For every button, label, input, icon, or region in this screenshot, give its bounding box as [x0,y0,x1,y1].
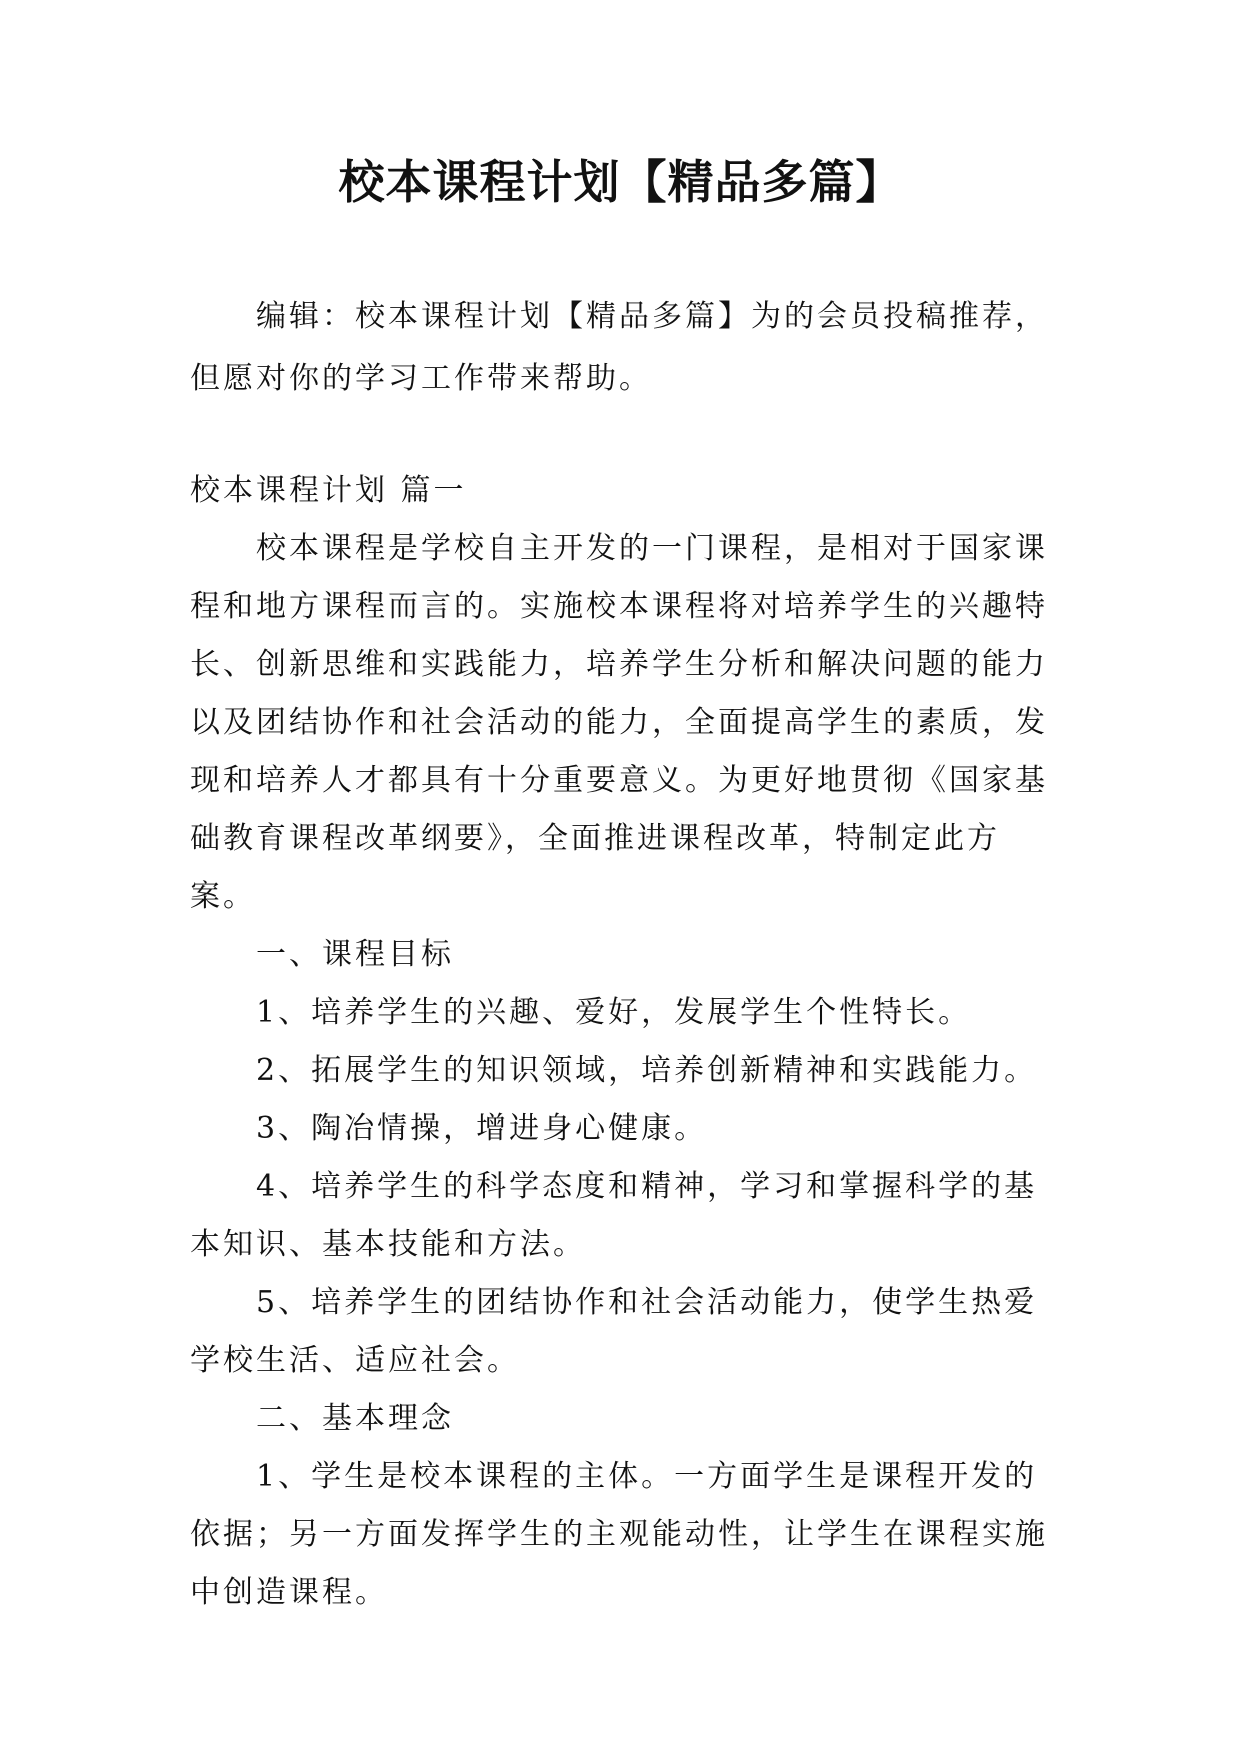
goal-item: 3、陶冶情操，增进身心健康。 [256,1111,708,1146]
document-title: 校本课程计划【精品多篇】 [338,155,903,209]
goal-item: 2、拓展学生的知识领域，培养创新精神和实践能力。 [256,1053,1038,1088]
section-heading: 校本课程计划 篇一 [190,473,467,508]
goal-item: 1、培养学生的兴趣、爱好，发展学生个性特长。 [256,995,972,1030]
goal-item: 5、培养学生的团结协作和社会活动能力，使学生热爱学校生活、适应社会。 [190,1285,1038,1378]
subheading-basic-concepts: 二、基本理念 [256,1401,454,1436]
document-body [190,462,1050,1622]
subheading-course-goals: 一、课程目标 [256,937,454,972]
intro-paragraph: 编辑：校本课程计划【精品多篇】为的会员投稿推荐，但愿对你的学习工作带来帮助。 [190,299,1048,396]
goal-item: 4、培养学生的科学态度和精神，学习和掌握科学的基本知识、基本技能和方法。 [190,1169,1038,1262]
concept-item: 1、学生是校本课程的主体。一方面学生是课程开发的依据；另一方面发挥学生的主观能动性，让学生在课程实施中创造课程。 [190,1459,1048,1610]
body-paragraph: 校本课程是学校自主开发的一门课程，是相对于国家课程和地方课程而言的。实施校本课程将对培养学生的兴趣特长、创新思维和实践能力，培养学生分析和解决问题的能力以及团结协作和社会活动的能力，全面提高学生的素质，发现和培养人才都具有十分重要意义。为更好地贯彻《国家基础教育课程改革纲要》，全面推进课程改革，特制定此方案。 [190,531,1048,914]
